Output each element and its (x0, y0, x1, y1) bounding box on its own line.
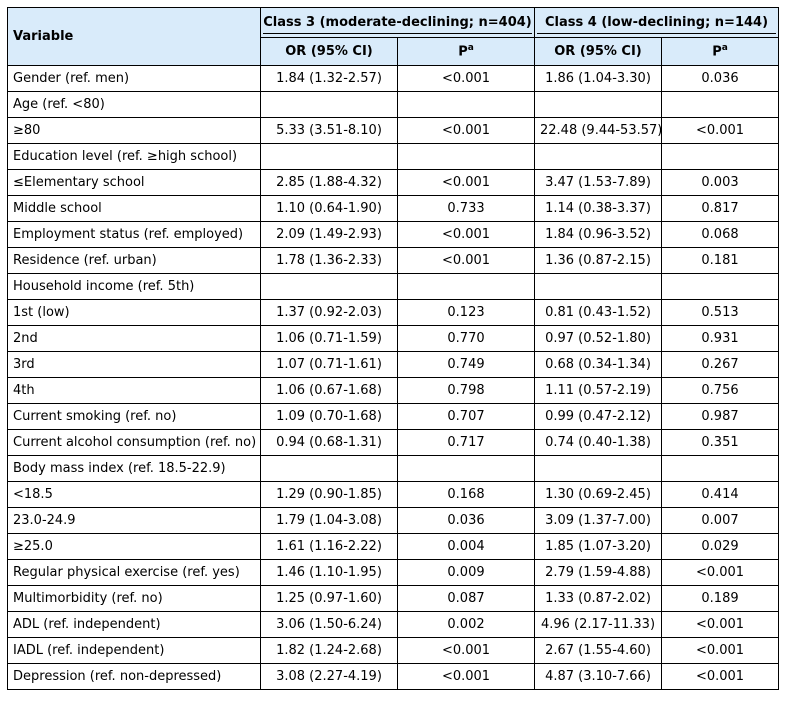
table-row (8, 222, 779, 248)
class3-or-cell: 1.06 (0.71-1.59) (261, 326, 398, 352)
class3-or-cell (261, 274, 398, 300)
class4-or-cell: 3.47 (1.53-7.89) (535, 170, 662, 196)
class3-or-cell: 2.85 (1.88-4.32) (261, 170, 398, 196)
class4-or-cell: 1.36 (0.87-2.15) (535, 248, 662, 274)
class3-p-cell: 0.707 (398, 404, 535, 430)
class3-or-cell (261, 456, 398, 482)
table-row (8, 248, 779, 274)
p-superscript: a (467, 43, 474, 54)
row-label: 4th (8, 378, 261, 404)
table-body (8, 66, 779, 690)
class3-p-cell: <0.001 (398, 118, 535, 144)
class3-or-cell: 3.08 (2.27-4.19) (261, 664, 398, 690)
class4-or-cell: 1.33 (0.87-2.02) (535, 586, 662, 612)
table-row (8, 586, 779, 612)
class3-p-cell (398, 274, 535, 300)
class4-or-cell: 4.87 (3.10-7.66) (535, 664, 662, 690)
class3-p-cell: 0.004 (398, 534, 535, 560)
row-label: Age (ref. <80) (8, 92, 261, 118)
table-row (8, 534, 779, 560)
class3-or-cell: 1.79 (1.04-3.08) (261, 508, 398, 534)
class4-p-cell: 0.003 (662, 170, 779, 196)
class3-or-cell: 1.06 (0.67-1.68) (261, 378, 398, 404)
class4-or-cell: 1.84 (0.96-3.52) (535, 222, 662, 248)
class3-p-cell: 0.749 (398, 352, 535, 378)
class4-header (535, 8, 779, 38)
class4-or-cell (535, 144, 662, 170)
class4-header-label: Class 4 (low-declining; n=144) (537, 11, 776, 34)
class3-or-cell: 1.37 (0.92-2.03) (261, 300, 398, 326)
class3-p-cell: <0.001 (398, 170, 535, 196)
table-row (8, 638, 779, 664)
class3-or-cell: 0.94 (0.68-1.31) (261, 430, 398, 456)
row-label: 2nd (8, 326, 261, 352)
class3-or-cell: 1.78 (1.36-2.33) (261, 248, 398, 274)
class4-or-cell (535, 92, 662, 118)
table-row (8, 352, 779, 378)
class4-p-cell: 0.029 (662, 534, 779, 560)
row-label: 1st (low) (8, 300, 261, 326)
row-label: Education level (ref. ≥high school) (8, 144, 261, 170)
class3-or-cell: 5.33 (3.51-8.10) (261, 118, 398, 144)
class4-p-cell: 0.931 (662, 326, 779, 352)
class3-p-cell: <0.001 (398, 66, 535, 92)
row-label: Residence (ref. urban) (8, 248, 261, 274)
class3-or-cell (261, 92, 398, 118)
table-row (8, 118, 779, 144)
row-label: ≤Elementary school (8, 170, 261, 196)
class3-p-cell (398, 92, 535, 118)
class3-p-cell: <0.001 (398, 248, 535, 274)
class4-p-cell: 0.414 (662, 482, 779, 508)
class4-or-cell: 1.86 (1.04-3.30) (535, 66, 662, 92)
class4-or-cell: 3.09 (1.37-7.00) (535, 508, 662, 534)
row-label: Gender (ref. men) (8, 66, 261, 92)
class4-or-cell: 0.99 (0.47-2.12) (535, 404, 662, 430)
class3-p-cell (398, 456, 535, 482)
class4-p-cell: <0.001 (662, 118, 779, 144)
class3-p-cell: 0.168 (398, 482, 535, 508)
variable-header: Variable (8, 8, 261, 66)
class4-p-header (662, 38, 779, 66)
table-row (8, 196, 779, 222)
table-row (8, 92, 779, 118)
class4-or-cell: 1.14 (0.38-3.37) (535, 196, 662, 222)
class3-header (261, 8, 535, 38)
class4-p-cell: 0.987 (662, 404, 779, 430)
table-row (8, 66, 779, 92)
class4-or-cell: 1.85 (1.07-3.20) (535, 534, 662, 560)
row-label: Multimorbidity (ref. no) (8, 586, 261, 612)
class4-or-cell: 22.48 (9.44-53.57) (535, 118, 662, 144)
table-row (8, 508, 779, 534)
class4-or-cell: 0.81 (0.43-1.52) (535, 300, 662, 326)
class4-or-cell (535, 274, 662, 300)
class4-or-cell: 2.67 (1.55-4.60) (535, 638, 662, 664)
class4-or-cell: 0.97 (0.52-1.80) (535, 326, 662, 352)
class3-or-cell: 1.25 (0.97-1.60) (261, 586, 398, 612)
class3-p-cell: 0.717 (398, 430, 535, 456)
class4-or-cell: 2.79 (1.59-4.88) (535, 560, 662, 586)
results-table (7, 7, 779, 690)
class4-or-cell (535, 456, 662, 482)
class3-or-cell: 1.07 (0.71-1.61) (261, 352, 398, 378)
row-label: <18.5 (8, 482, 261, 508)
table-row (8, 664, 779, 690)
class3-p-header (398, 38, 535, 66)
table-row (8, 482, 779, 508)
class4-p-cell: 0.036 (662, 66, 779, 92)
class3-p-cell: 0.009 (398, 560, 535, 586)
table-row (8, 378, 779, 404)
class4-p-cell: 0.513 (662, 300, 779, 326)
class4-p-cell (662, 92, 779, 118)
class4-p-cell: 0.189 (662, 586, 779, 612)
table-row (8, 326, 779, 352)
table-row (8, 274, 779, 300)
table-row (8, 430, 779, 456)
row-label: ≥25.0 (8, 534, 261, 560)
class3-or-cell: 1.82 (1.24-2.68) (261, 638, 398, 664)
class3-header-label: Class 3 (moderate-declining; n=404) (263, 11, 532, 34)
table-row (8, 170, 779, 196)
class4-p-cell: 0.351 (662, 430, 779, 456)
class4-p-cell: <0.001 (662, 612, 779, 638)
row-label: Regular physical exercise (ref. yes) (8, 560, 261, 586)
table-row (8, 560, 779, 586)
class3-or-cell: 1.09 (0.70-1.68) (261, 404, 398, 430)
class4-p-cell: 0.267 (662, 352, 779, 378)
class4-or-cell: 1.11 (0.57-2.19) (535, 378, 662, 404)
class4-p-cell: <0.001 (662, 560, 779, 586)
class4-p-cell (662, 456, 779, 482)
row-label: Depression (ref. non-depressed) (8, 664, 261, 690)
class4-p-cell: 0.068 (662, 222, 779, 248)
class4-p-cell: 0.756 (662, 378, 779, 404)
class3-p-cell: 0.036 (398, 508, 535, 534)
row-label: ≥80 (8, 118, 261, 144)
class3-or-cell: 1.46 (1.10-1.95) (261, 560, 398, 586)
class3-or-cell: 3.06 (1.50-6.24) (261, 612, 398, 638)
class4-or-cell: 0.68 (0.34-1.34) (535, 352, 662, 378)
table-row (8, 300, 779, 326)
row-label: 3rd (8, 352, 261, 378)
class4-p-cell: <0.001 (662, 664, 779, 690)
table-row (8, 612, 779, 638)
class4-p-cell: 0.817 (662, 196, 779, 222)
class3-p-cell (398, 144, 535, 170)
class3-p-cell: 0.002 (398, 612, 535, 638)
class4-p-cell (662, 274, 779, 300)
class3-p-cell: <0.001 (398, 222, 535, 248)
class4-p-cell: 0.007 (662, 508, 779, 534)
class4-or-header: OR (95% CI) (535, 38, 662, 66)
row-label: Household income (ref. 5th) (8, 274, 261, 300)
class4-p-cell: 0.181 (662, 248, 779, 274)
row-label: Current smoking (ref. no) (8, 404, 261, 430)
class3-or-cell: 1.84 (1.32-2.57) (261, 66, 398, 92)
class4-p-cell: <0.001 (662, 638, 779, 664)
class3-p-cell: 0.087 (398, 586, 535, 612)
row-label: 23.0-24.9 (8, 508, 261, 534)
row-label: Middle school (8, 196, 261, 222)
p-label: P (458, 44, 468, 60)
class4-p-cell (662, 144, 779, 170)
class3-or-cell: 1.61 (1.16-2.22) (261, 534, 398, 560)
row-label: Employment status (ref. employed) (8, 222, 261, 248)
table-row (8, 404, 779, 430)
p-label: P (712, 44, 722, 60)
class3-p-cell: 0.733 (398, 196, 535, 222)
results-table-container (7, 7, 779, 690)
table-row (8, 144, 779, 170)
class3-or-cell (261, 144, 398, 170)
class3-p-cell: 0.798 (398, 378, 535, 404)
table-header (8, 8, 779, 66)
class3-p-cell: 0.123 (398, 300, 535, 326)
class3-or-cell: 2.09 (1.49-2.93) (261, 222, 398, 248)
row-label: Body mass index (ref. 18.5-22.9) (8, 456, 261, 482)
class3-or-header: OR (95% CI) (261, 38, 398, 66)
row-label: ADL (ref. independent) (8, 612, 261, 638)
row-label: IADL (ref. independent) (8, 638, 261, 664)
class4-or-cell: 1.30 (0.69-2.45) (535, 482, 662, 508)
row-label: Current alcohol consumption (ref. no) (8, 430, 261, 456)
class3-or-cell: 1.10 (0.64-1.90) (261, 196, 398, 222)
class4-or-cell: 4.96 (2.17-11.33) (535, 612, 662, 638)
class3-p-cell: <0.001 (398, 664, 535, 690)
class4-or-cell: 0.74 (0.40-1.38) (535, 430, 662, 456)
class3-or-cell: 1.29 (0.90-1.85) (261, 482, 398, 508)
class3-p-cell: 0.770 (398, 326, 535, 352)
table-row (8, 456, 779, 482)
p-superscript: a (721, 43, 728, 54)
class3-p-cell: <0.001 (398, 638, 535, 664)
